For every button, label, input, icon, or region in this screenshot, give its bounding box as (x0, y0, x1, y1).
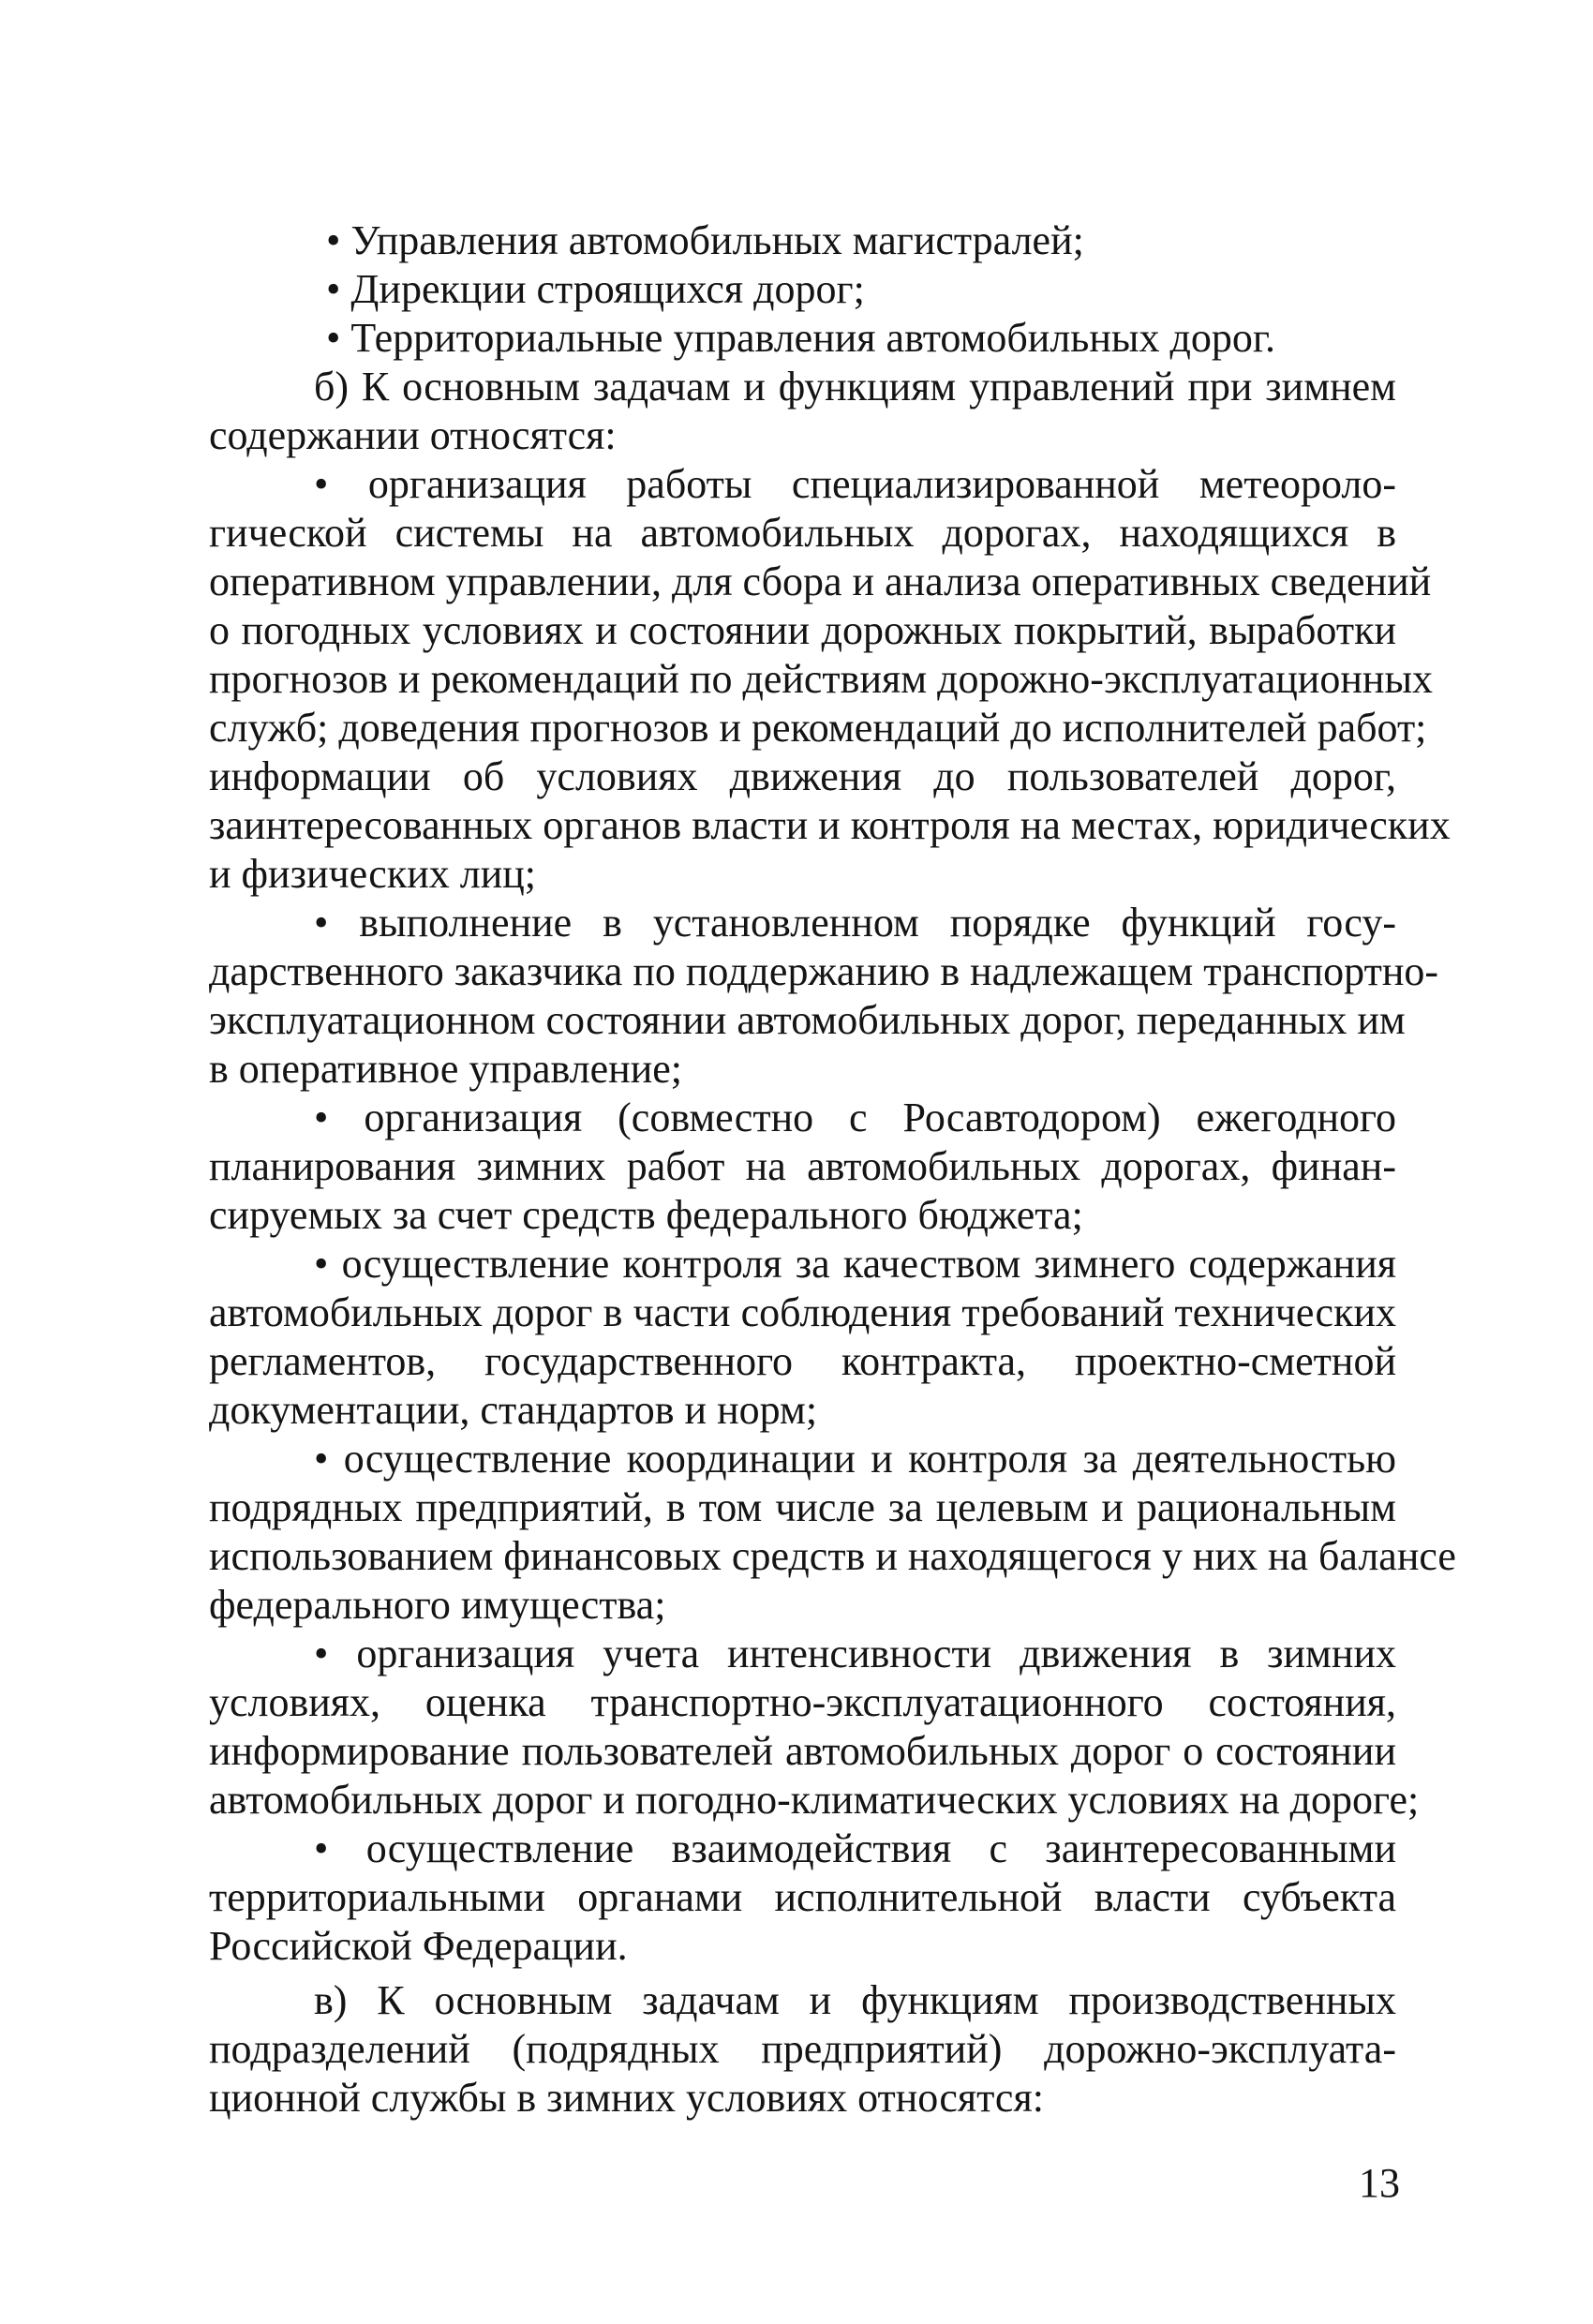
text-line: автомобильных дорог в части соблюдения требований технических (209, 1289, 1396, 1335)
text-line: территориальными органами исполнительной власти субъекта (209, 1874, 1396, 1920)
text-line: • выполнение в установленном порядке функций госу- (314, 900, 1396, 946)
text-line: сируемых за счет средств федерального бюджета; (209, 1192, 1083, 1238)
text-line: • Территориальные управления автомобильных дорог. (326, 315, 1275, 361)
text-line: подразделений (подрядных предприятий) дорожно-эксплуата- (209, 2026, 1396, 2072)
text-line: в) К основным задачам и функциям производственных (314, 1977, 1396, 2023)
text-line: в оперативное управление; (209, 1046, 683, 1092)
text-line: федерального имущества; (209, 1582, 666, 1628)
text-line: • организация учета интенсивности движения в зимних (314, 1631, 1396, 1676)
text-line: прогнозов и рекомендаций по действиям дорожно-эксплуатационных (209, 656, 1434, 702)
text-line: • организация работы специализированной метеороло- (314, 461, 1396, 507)
text-line: и физических лиц; (209, 851, 537, 897)
page-number: 13 (1359, 2160, 1400, 2206)
text-line: оперативном управлении, для сбора и анализа оперативных сведений (209, 559, 1432, 604)
text-line: • осуществление координации и контроля за деятельностью (314, 1436, 1396, 1482)
text-line: подрядных предприятий, в том числе за целевым и рациональным (209, 1484, 1396, 1530)
text-line: содержании относятся: (209, 412, 617, 458)
text-line: • организация (совместно с Росавтодором) ежегодного (314, 1095, 1396, 1140)
text-line: о погодных условиях и состоянии дорожных покрытий, выработки (209, 607, 1396, 653)
text-line: • Дирекции строящихся дорог; (326, 266, 865, 312)
text-line: гической системы на автомобильных дорогах, находящихся в (209, 510, 1396, 556)
text-line: • осуществление взаимодействия с заинтересованными (314, 1825, 1396, 1871)
text-line: планирования зимних работ на автомобильных дорогах, финан- (209, 1143, 1396, 1189)
text-line: б) К основным задачам и функциям управлений при зимнем (314, 364, 1396, 410)
text-line: • Управления автомобильных магистралей; (326, 217, 1084, 263)
text-line: использованием финансовых средств и находящегося у них на балансе (209, 1533, 1456, 1579)
text-line: • осуществление контроля за качеством зимнего содержания (314, 1241, 1396, 1287)
text-line: дарственного заказчика по поддержанию в надлежащем транспортно- (209, 948, 1439, 994)
text-line: ционной службы в зимних условиях относятся: (209, 2075, 1044, 2121)
text-line: заинтересованных органов власти и контроля на местах, юридических (209, 802, 1451, 848)
text-line: эксплуатационном состоянии автомобильных дорог, переданных им (209, 997, 1406, 1043)
text-line: информации об условиях движения до пользователей дорог, (209, 753, 1396, 799)
text-line: условиях, оценка транспортно-эксплуатационного состояния, (209, 1679, 1396, 1725)
text-line: Российской Федерации. (209, 1923, 628, 1969)
text-line: служб; доведения прогнозов и рекомендаций до исполнителей работ; (209, 705, 1427, 751)
text-line: документации, стандартов и норм; (209, 1387, 818, 1433)
text-line: автомобильных дорог и погодно-климатических условиях на дороге; (209, 1777, 1420, 1823)
text-line: регламентов, государственного контракта, проектно-сметной (209, 1338, 1396, 1384)
text-line: информирование пользователей автомобильных дорог о состоянии (209, 1728, 1396, 1774)
